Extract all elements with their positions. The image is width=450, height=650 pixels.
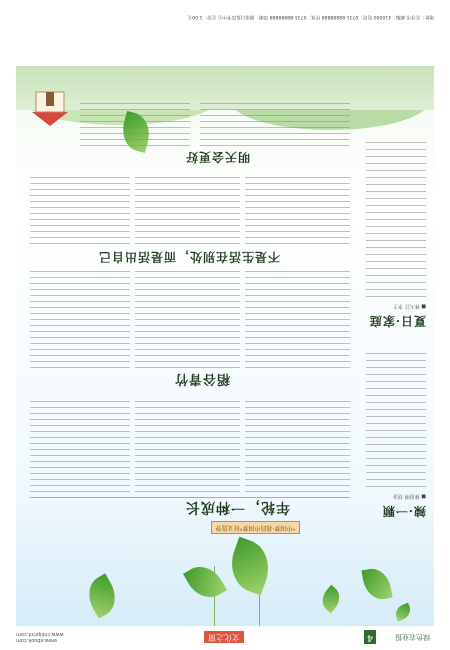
article-body xyxy=(80,100,190,148)
article-body xyxy=(30,398,130,494)
article-title: 年轮，一种成长 xyxy=(185,499,290,515)
article-body xyxy=(245,270,350,370)
poem-title: 夏日·家庭 xyxy=(368,314,426,328)
poem-byline: ■ 林大江 李王 xyxy=(393,303,426,309)
article-body xyxy=(135,172,240,246)
page-number: 4 xyxy=(364,630,376,644)
article-title: 不是生活在别处，而是活出自己 xyxy=(97,250,280,264)
article-body xyxy=(245,172,350,246)
poem-body xyxy=(366,140,426,300)
article-body xyxy=(135,270,240,370)
masthead-logo: 绿色农业报 xyxy=(395,633,430,641)
divider xyxy=(30,497,350,498)
masthead-meta: www.ebook.com www.cnkiprint.com xyxy=(16,631,64,643)
article-title: 稻谷青竹 xyxy=(173,371,230,386)
article-body xyxy=(200,100,350,148)
poem-title: 辣·一颗 xyxy=(381,504,426,518)
article-title: 明天会更好 xyxy=(184,150,250,164)
poem-byline: ■ 林伯明 刘金 xyxy=(393,493,426,499)
poem-body xyxy=(366,350,426,490)
article-body xyxy=(30,270,130,370)
essay-tag: "中国梦·我的中国梦"征文选登 xyxy=(211,521,300,534)
house-illustration xyxy=(28,90,72,130)
article-body xyxy=(30,172,130,246)
page-footer: 地址：长沙市 邮编：410000 电话：0731-88888888 传真：0731-88888888 印刷：湖南日报印务中心 定价：1.00元 xyxy=(187,14,434,19)
masthead-bar xyxy=(16,628,434,644)
article-body xyxy=(135,398,240,494)
article-body xyxy=(245,398,350,494)
section-banner: 文化之窗 xyxy=(204,631,244,643)
